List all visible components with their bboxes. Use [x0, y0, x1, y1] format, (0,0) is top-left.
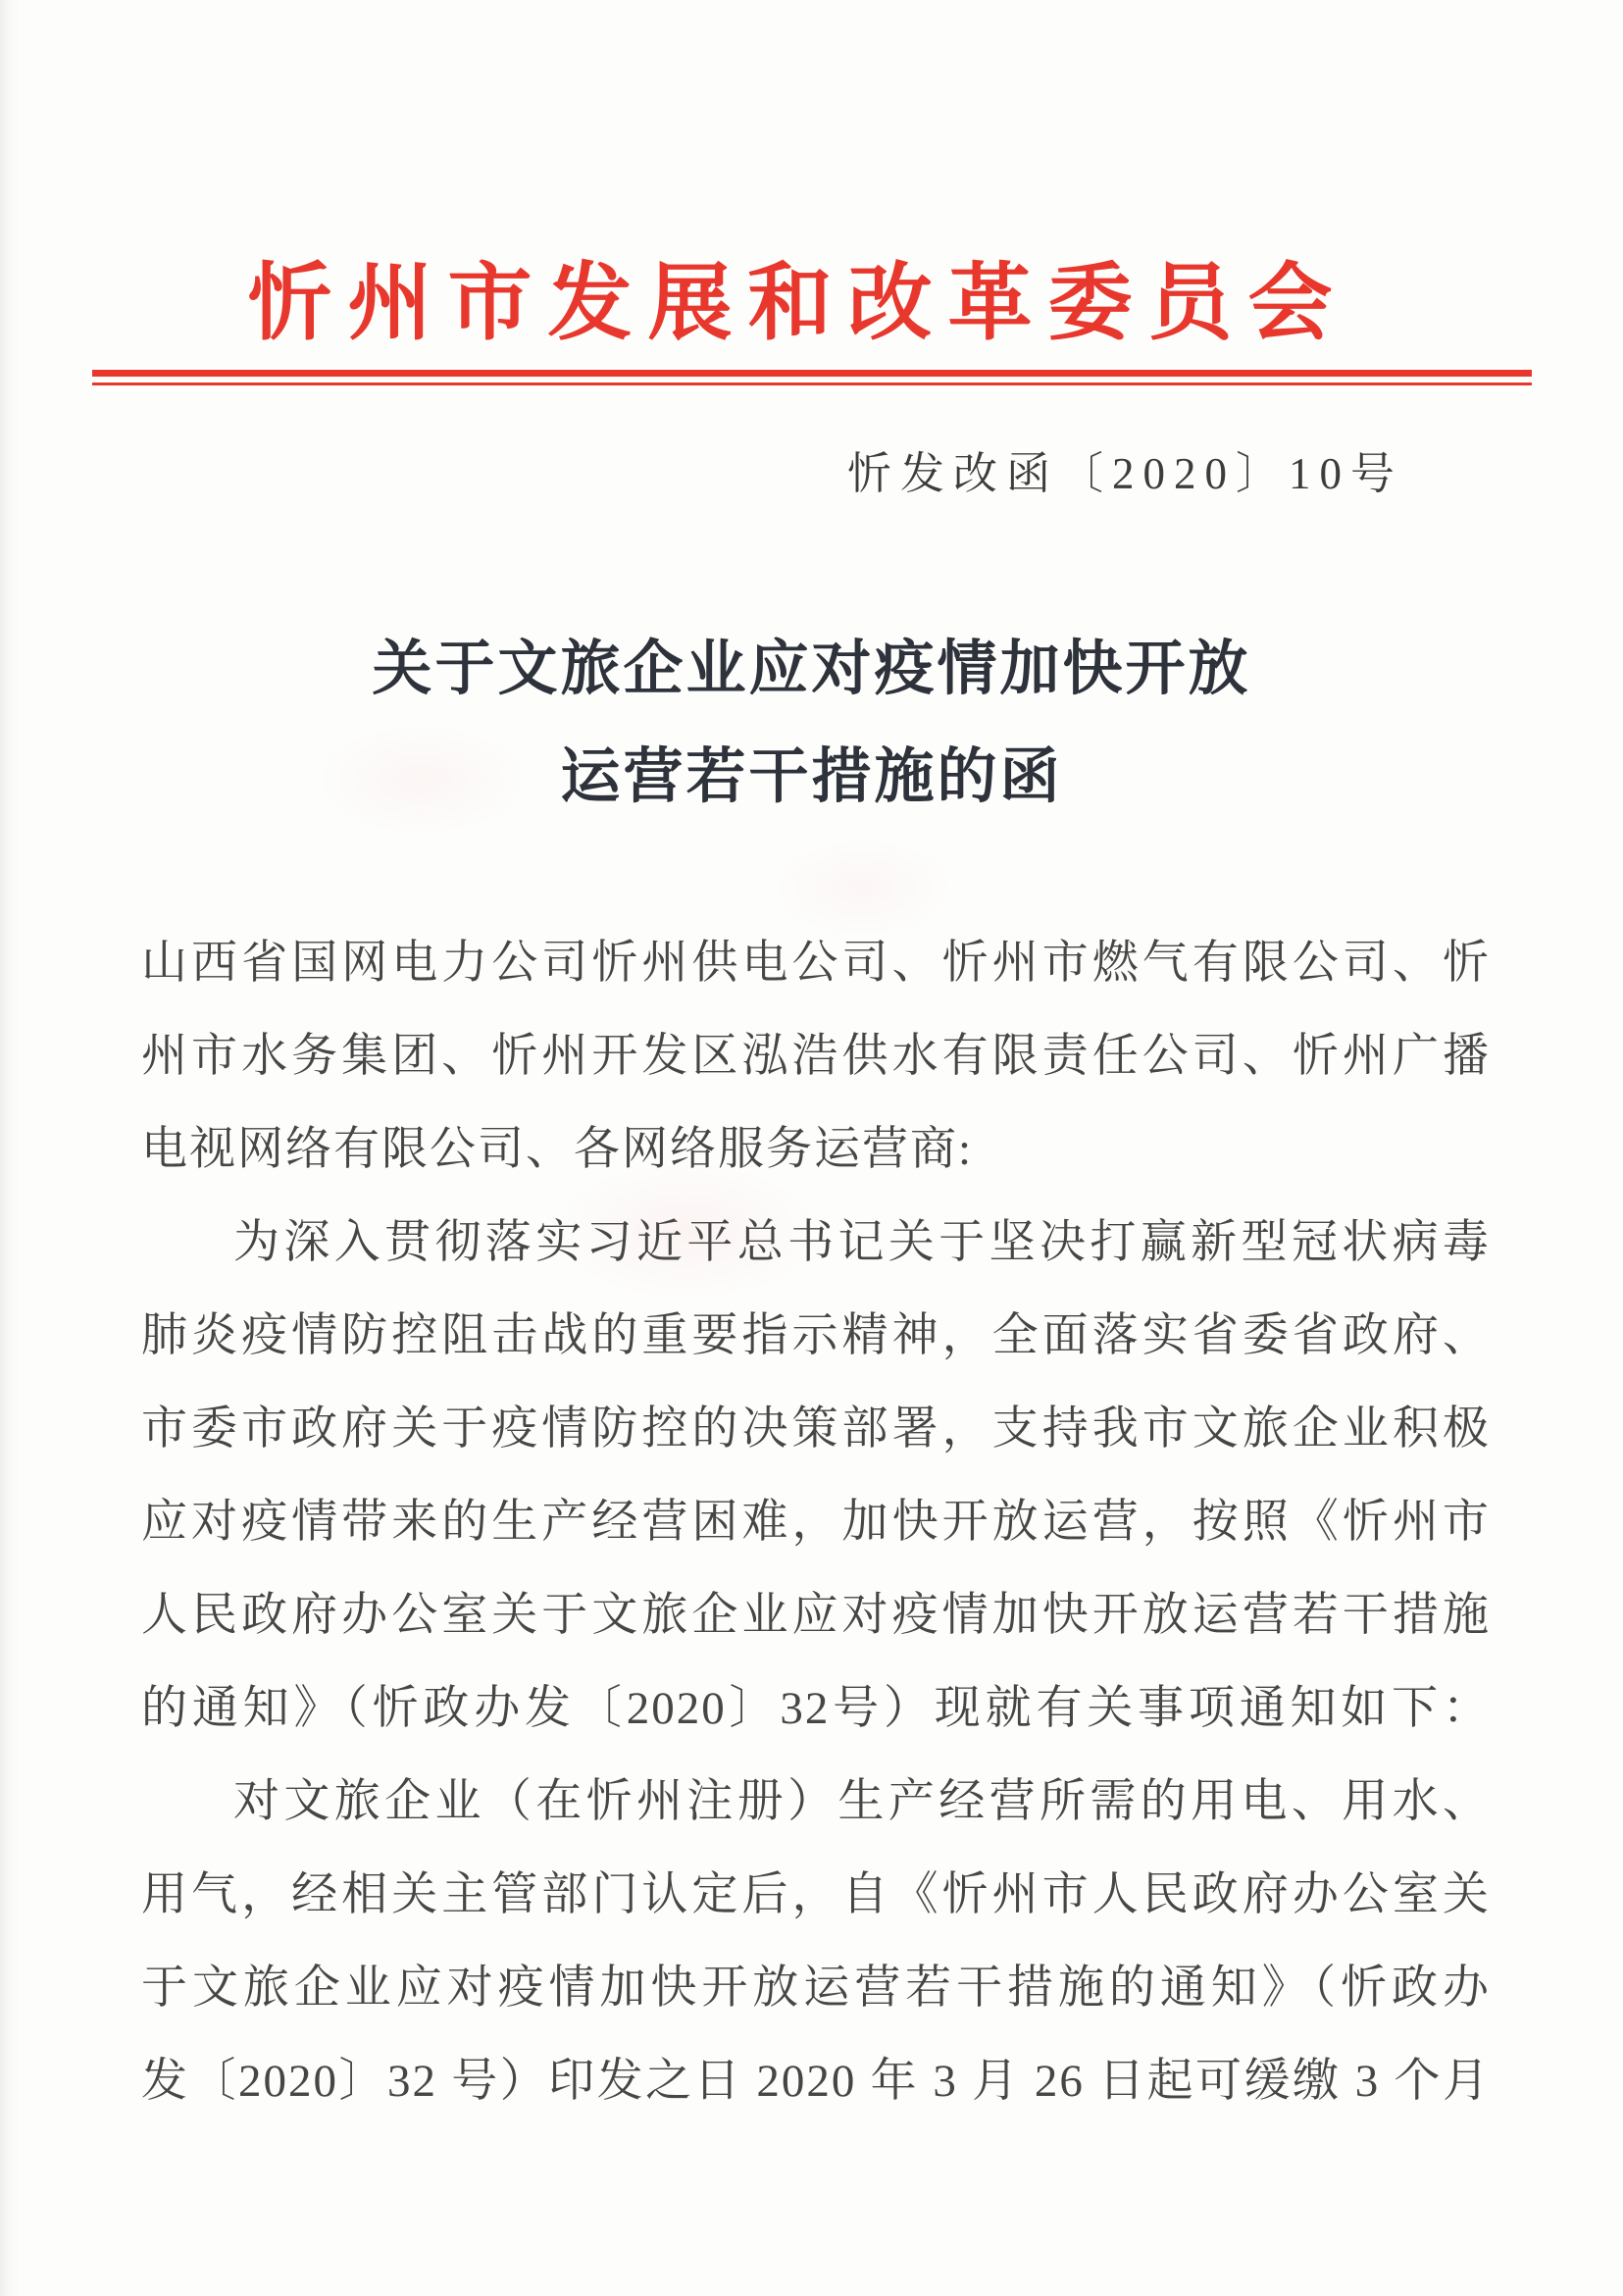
body-line-5: 肺炎疫情防控阻击战的重要指示精神，全面落实省委省政府、: [141, 1310, 1491, 1361]
letterhead-rule-thick: [92, 370, 1532, 377]
document-title-line1: 关于文旅企业应对疫情加快开放: [372, 637, 1251, 702]
body-line-9: 的通知》（忻政办发〔2020〕32号）现就有关事项通知如下：: [141, 1683, 1491, 1734]
document-number: 忻发改函〔2020〕10号: [846, 449, 1403, 498]
body-line-1: 山西省国网电力公司忻州供电公司、忻州市燃气有限公司、忻: [141, 938, 1491, 989]
body-line-8: 人民政府办公室关于文旅企业应对疫情加快开放运营若干措施: [141, 1590, 1491, 1641]
document-title-line2: 运营若干措施的函: [560, 744, 1063, 810]
body-line-10: 对文旅企业（在忻州注册）生产经营所需的用电、用水、: [233, 1776, 1491, 1827]
document-title: [0, 616, 1623, 832]
body-line-6: 市委市政府关于疫情防控的决策部署，支持我市文旅企业积极: [141, 1403, 1491, 1454]
body-line-11: 用气，经相关主管部门认定后，自《忻州市人民政府办公室关: [141, 1869, 1491, 1920]
letterhead-agency-name: 忻州市发展和改革委员会: [247, 256, 1348, 350]
document-body: [141, 917, 1491, 2128]
letterhead-rule-thin: [92, 383, 1532, 385]
body-line-7: 应对疫情带来的生产经营困难，加快开放运营，按照《忻州市: [141, 1497, 1491, 1548]
body-line-12: 于文旅企业应对疫情加快开放运营若干措施的通知》（忻政办: [141, 1963, 1491, 2014]
body-line-2: 州市水务集团、忻州开发区泓浩供水有限责任公司、忻州广播: [141, 1031, 1491, 1082]
body-line-3: 电视网络有限公司、各网络服务运营商:: [141, 1124, 974, 1175]
body-line-4: 为深入贯彻落实习近平总书记关于坚决打赢新型冠状病毒: [233, 1217, 1491, 1268]
body-line-13: 发〔2020〕32 号）印发之日 2020 年 3 月 26 日起可缓缴 3 个月: [141, 2056, 1491, 2107]
